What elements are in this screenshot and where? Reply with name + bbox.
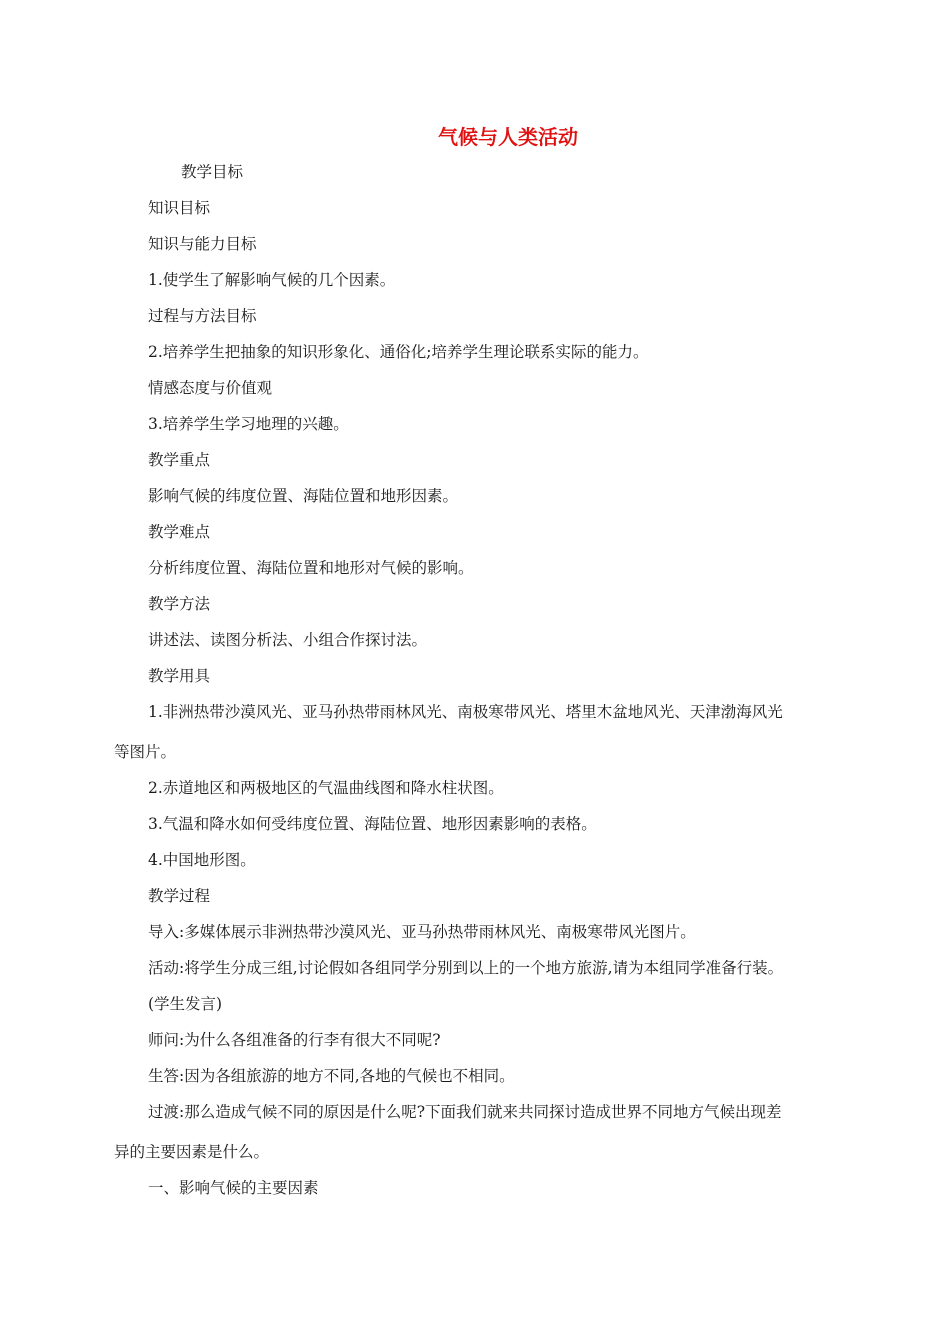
paragraph-line: (学生发言): [148, 995, 223, 1013]
heading-process-method: 过程与方法目标: [148, 307, 257, 325]
paragraph-line: 2.培养学生把抽象的知识形象化、通俗化;培养学生理论联系实际的能力。: [148, 343, 649, 361]
section-heading: 一、影响气候的主要因素: [148, 1179, 319, 1197]
paragraph-line: 师问:为什么各组准备的行李有很大不同呢?: [148, 1031, 441, 1049]
heading-emotion-values: 情感态度与价值观: [148, 379, 273, 397]
page-title: 气候与人类活动: [438, 125, 578, 149]
paragraph-line: 异的主要因素是什么。: [114, 1143, 270, 1161]
heading-teaching-goals: 教学目标: [181, 163, 244, 181]
paragraph-line: 影响气候的纬度位置、海陆位置和地形因素。: [148, 487, 459, 505]
paragraph-line: 3.气温和降水如何受纬度位置、海陆位置、地形因素影响的表格。: [148, 815, 597, 833]
paragraph-line: 生答:因为各组旅游的地方不同,各地的气候也不相同。: [148, 1067, 515, 1085]
heading-knowledge-goals: 知识目标: [148, 199, 211, 217]
heading-difficulties: 教学难点: [148, 523, 211, 541]
paragraph-line: 1.使学生了解影响气候的几个因素。: [148, 271, 396, 289]
paragraph-line: 过渡:那么造成气候不同的原因是什么呢?下面我们就来共同探讨造成世界不同地方气候出现差: [148, 1103, 782, 1121]
paragraph-line: 分析纬度位置、海陆位置和地形对气候的影响。: [148, 559, 474, 577]
heading-methods: 教学方法: [148, 595, 211, 613]
paragraph-line: 3.培养学生学习地理的兴趣。: [148, 415, 349, 433]
paragraph-line: 1.非洲热带沙漠风光、亚马孙热带雨林风光、南极寒带风光、塔里木盆地风光、天津渤海风光: [148, 703, 783, 721]
paragraph-line: 讲述法、读图分析法、小组合作探讨法。: [148, 631, 428, 649]
heading-knowledge-ability: 知识与能力目标: [148, 235, 257, 253]
heading-teaching-tools: 教学用具: [148, 667, 211, 685]
paragraph-line: 4.中国地形图。: [148, 851, 256, 869]
paragraph-line: 等图片。: [114, 743, 177, 761]
heading-teaching-process: 教学过程: [148, 887, 211, 905]
heading-key-points: 教学重点: [148, 451, 211, 469]
paragraph-line: 活动:将学生分成三组,讨论假如各组同学分别到以上的一个地方旅游,请为本组同学准备行装。: [148, 959, 784, 977]
paragraph-line: 导入:多媒体展示非洲热带沙漠风光、亚马孙热带雨林风光、南极寒带风光图片。: [148, 923, 696, 941]
paragraph-line: 2.赤道地区和两极地区的气温曲线图和降水柱状图。: [148, 779, 504, 797]
